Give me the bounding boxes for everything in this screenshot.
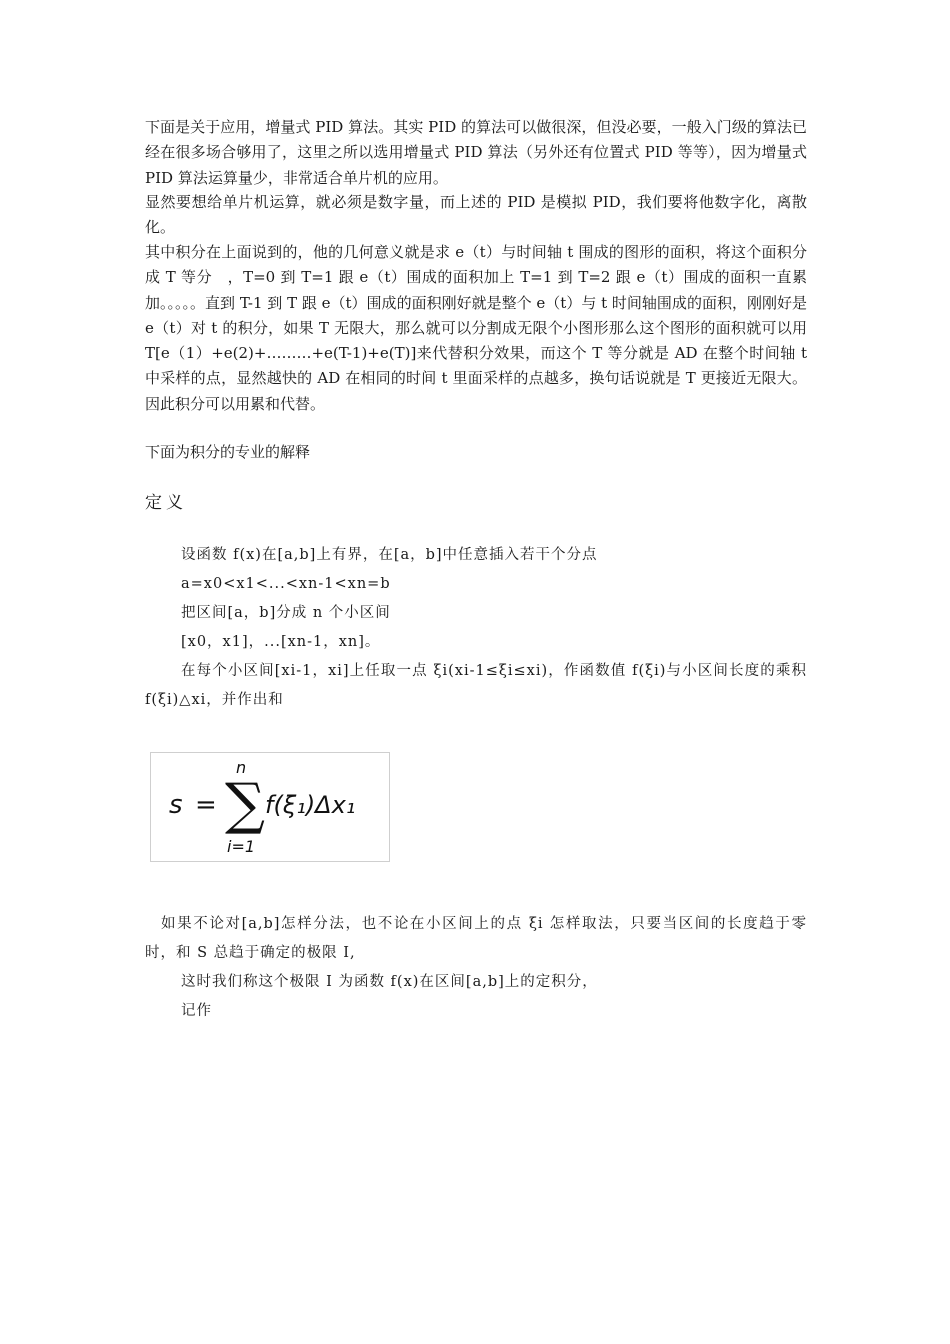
definition-line-riemann-sum: 在每个小区间[xi-1，xi]上任取一点 ξi(xi-1≤ξi≤xi)，作函数值 f(ξi)与小区间长度的乘积 f(ξi)△xi，并作出和 bbox=[145, 663, 807, 708]
conclusion-body bbox=[145, 910, 807, 1026]
conclusion-line-notation: 记作 bbox=[181, 1003, 212, 1019]
conclusion-line-limit: 如果不论对[a,b]怎样分法，也不论在小区间上的点 ξi 怎样取法，只要当区间的长度趋于零时，和 S 总趋于确定的极限 I, bbox=[145, 916, 807, 961]
sum-formula-image bbox=[150, 752, 390, 862]
definition-heading: 定义 bbox=[145, 493, 187, 513]
formula-term: f(ξ₁)Δx₁ bbox=[265, 791, 356, 819]
paragraph-integral-meaning: 其中积分在上面说到的，他的几何意义就是求 e（t）与时间轴 t 围成的图形的面积，将这个面积分成 T 等分 ，T=0 到 T=1 跟 e（t）围成的面积加上 T=1 到 T=2 跟 e（t）围成的面积一直累加。。。。。直到 T-1 到 T 跟 e（t）围成的面积刚好就是整个 e（t）与 t 时间轴围成的面积，刚刚好是 e（t）对 t 的积分，如果 T 无限大，那么就可以分割成无限个小图形那么这个图形的面积就可以用 T[e（1）+e(2)+………+e(T-1)+e(T)]来代替积分效果，而这个 T 等分就是 AD 在整个时间轴 t 中采样的点，显然越快的 AD 在相同的时间 t 里面采样的点越多，换句话说就是 T 更接近无限大。因此积分可以用累和代替。 bbox=[145, 243, 807, 413]
formula-lower-limit: i=1 bbox=[227, 837, 256, 856]
definition-line-subintervals: 把区间[a，b]分成 n 个小区间 bbox=[181, 605, 391, 621]
formula-equals: = bbox=[195, 790, 217, 820]
definition-line-partition-points: a=x0<x1<...<xn-1<xn=b bbox=[181, 576, 391, 592]
definition-body bbox=[145, 541, 807, 715]
paragraph-professional-explanation: 下面为积分的专业的解释 bbox=[145, 443, 311, 461]
definition-line-bounded: 设函数 f(x)在[a,b]上有界，在[a，b]中任意插入若干个分点 bbox=[181, 547, 598, 563]
formula-upper-limit: n bbox=[236, 758, 247, 777]
sum-formula bbox=[151, 753, 389, 861]
conclusion-line-definite-integral: 这时我们称这个极限 I 为函数 f(x)在区间[a,b]上的定积分， bbox=[181, 974, 598, 990]
paragraph-digitization: 显然要想给单片机运算，就必须是数字量，而上述的 PID 是模拟 PID，我们要将他数字化，离散化。 bbox=[145, 193, 807, 237]
definition-line-interval-list: [x0，x1]，...[xn-1，xn]。 bbox=[181, 634, 381, 650]
formula-lhs: s bbox=[169, 790, 183, 820]
formula-sigma: ∑ bbox=[225, 772, 265, 837]
paragraph-incremental-pid: 下面是关于应用，增量式 PID 算法。其实 PID 的算法可以做很深，但没必要，一般入门级的算法已经在很多场合够用了，这里之所以选用增量式 PID 算法（另外还有位置式 PID 等等），因为增量式 PID 算法运算量少，非常适合单片机的应用。 bbox=[145, 118, 807, 187]
